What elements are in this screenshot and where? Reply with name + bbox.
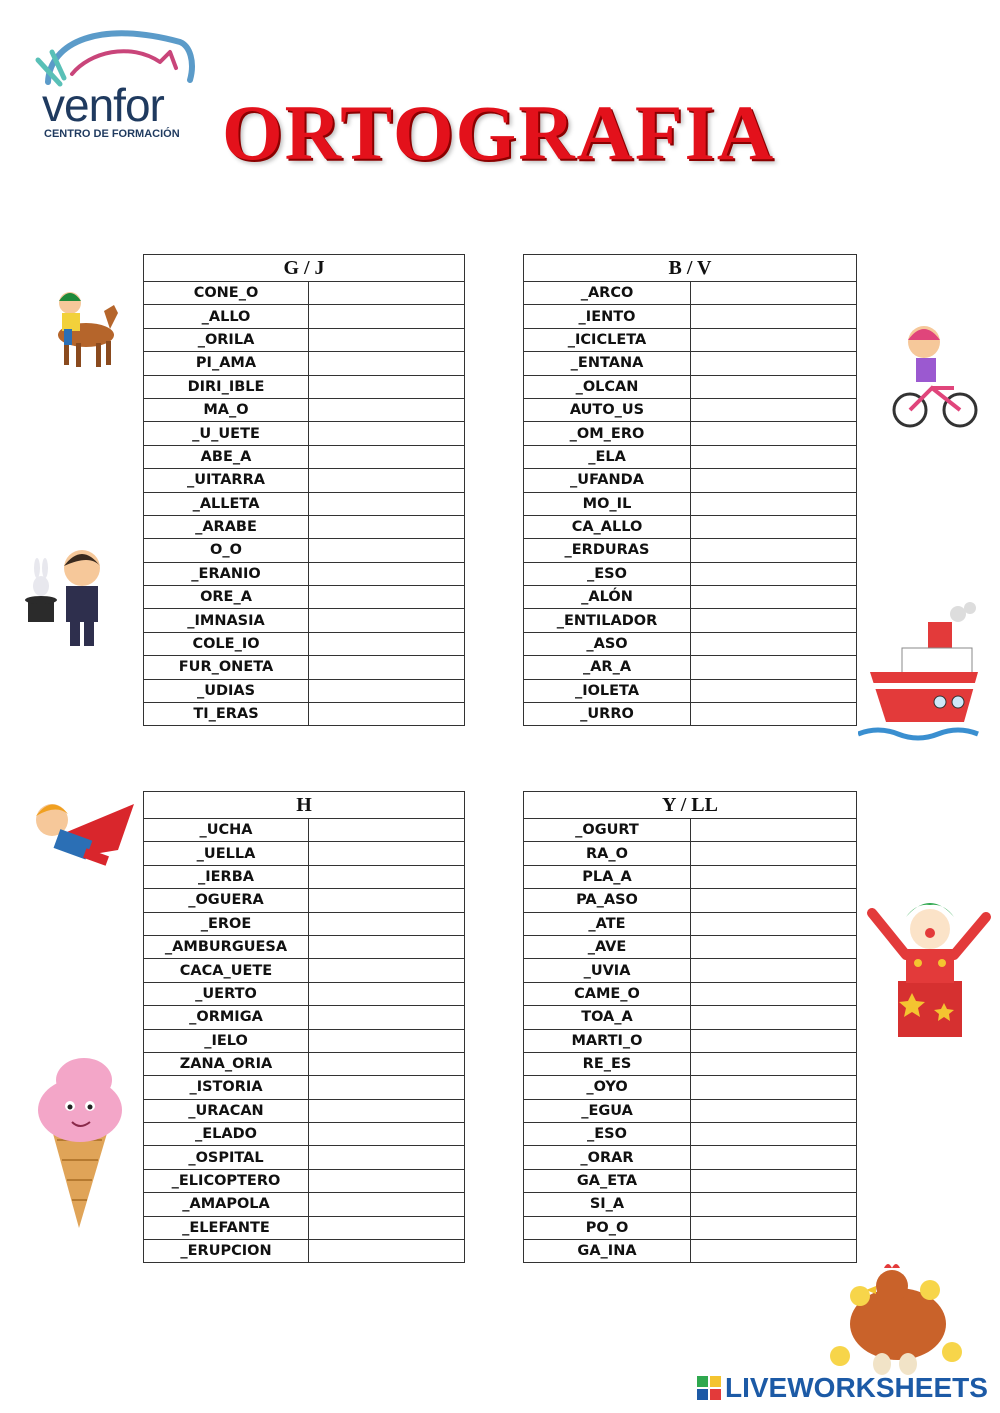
table-row: [144, 422, 465, 445]
word-cell: _ICICLETA: [524, 328, 691, 351]
answer-field[interactable]: [309, 305, 465, 328]
word-cell: _AMBURGUESA: [144, 935, 309, 958]
word-cell: CA_ALLO: [524, 515, 691, 538]
page-title: [222, 88, 782, 198]
table-row: [144, 982, 465, 1005]
table-row: [524, 982, 857, 1005]
word-cell: _IERBA: [144, 865, 309, 888]
answer-field[interactable]: [309, 562, 465, 585]
table-row: [144, 282, 465, 305]
table-row: [144, 912, 465, 935]
table-row: [144, 1029, 465, 1052]
table-row: [524, 842, 857, 865]
answer-field[interactable]: [309, 1193, 465, 1216]
answer-field[interactable]: [309, 609, 465, 632]
answer-field[interactable]: [691, 469, 857, 492]
word-cell: _EROE: [144, 912, 309, 935]
word-cell: _URACAN: [144, 1099, 309, 1122]
answer-field[interactable]: [691, 1216, 857, 1239]
answer-field[interactable]: [691, 1193, 857, 1216]
table-row: [144, 398, 465, 421]
word-cell: ABE_A: [144, 445, 309, 468]
page-title-text: ORTOGRAFIA: [222, 89, 776, 176]
answer-field[interactable]: [309, 492, 465, 515]
word-cell: _ENTILADOR: [524, 609, 691, 632]
answer-field[interactable]: [691, 305, 857, 328]
word-cell: PI_AMA: [144, 352, 309, 375]
word-cell: RA_O: [524, 842, 691, 865]
table-row: [144, 632, 465, 655]
answer-field[interactable]: [691, 609, 857, 632]
table-row: [524, 1146, 857, 1169]
table-row: [524, 562, 857, 585]
answer-field[interactable]: [691, 632, 857, 655]
answer-field[interactable]: [309, 632, 465, 655]
answer-field[interactable]: [691, 352, 857, 375]
word-cell: TI_ERAS: [144, 703, 309, 726]
table-row: [144, 305, 465, 328]
clown-in-box-icon: [864, 893, 992, 1043]
answer-field[interactable]: [309, 982, 465, 1005]
word-cell: _ELA: [524, 445, 691, 468]
answer-field[interactable]: [691, 1146, 857, 1169]
table-row: [524, 422, 857, 445]
word-cell: _ESO: [524, 562, 691, 585]
answer-field[interactable]: [691, 562, 857, 585]
table-h: [143, 791, 465, 1263]
answer-field[interactable]: [309, 1216, 465, 1239]
liveworksheets-brand: [697, 1372, 988, 1408]
table-row: [144, 328, 465, 351]
table-row: [144, 515, 465, 538]
table-row: [524, 1006, 857, 1029]
answer-field[interactable]: [309, 1076, 465, 1099]
answer-field[interactable]: [309, 889, 465, 912]
answer-field[interactable]: [309, 1123, 465, 1146]
word-cell: _IENTO: [524, 305, 691, 328]
table-row: [524, 305, 857, 328]
logo-subtitle: CENTRO DE FORMACIÓN: [44, 128, 180, 140]
boy-on-horse-icon: [30, 283, 122, 373]
hen-and-chicks-icon: [812, 1260, 972, 1375]
answer-field[interactable]: [691, 679, 857, 702]
word-cell: _EGUA: [524, 1099, 691, 1122]
word-cell: _AR_A: [524, 656, 691, 679]
table-row: [524, 912, 857, 935]
table-row: [144, 375, 465, 398]
table-row: [524, 352, 857, 375]
table-row: [144, 562, 465, 585]
answer-field[interactable]: [691, 935, 857, 958]
table-row: [524, 656, 857, 679]
answer-field[interactable]: [691, 539, 857, 562]
table-b-v: [523, 254, 857, 726]
table-y-ll: [523, 791, 857, 1263]
answer-field[interactable]: [691, 819, 857, 842]
answer-field[interactable]: [691, 959, 857, 982]
superhero-icon: [22, 790, 140, 890]
table-row: [144, 1193, 465, 1216]
word-cell: _UERTO: [144, 982, 309, 1005]
venfor-logo: [30, 22, 205, 152]
word-cell: _OGURT: [524, 819, 691, 842]
table-row: [144, 1240, 465, 1263]
table-row: [144, 656, 465, 679]
answer-field[interactable]: [691, 912, 857, 935]
answer-field[interactable]: [309, 1099, 465, 1122]
table-row: [524, 1076, 857, 1099]
answer-field[interactable]: [691, 1029, 857, 1052]
answer-field[interactable]: [309, 959, 465, 982]
answer-field[interactable]: [691, 982, 857, 1005]
answer-field[interactable]: [309, 1006, 465, 1029]
table-row: [524, 469, 857, 492]
word-cell: _ELICOPTERO: [144, 1169, 309, 1192]
answer-field[interactable]: [309, 422, 465, 445]
answer-field[interactable]: [691, 328, 857, 351]
word-cell: _ARABE: [144, 515, 309, 538]
word-cell: ORE_A: [144, 586, 309, 609]
girl-on-bike-icon: [888, 318, 983, 433]
answer-field[interactable]: [309, 819, 465, 842]
word-cell: PA_ASO: [524, 889, 691, 912]
table-row: [144, 1169, 465, 1192]
word-cell: _ALLO: [144, 305, 309, 328]
table-row: [524, 398, 857, 421]
answer-field[interactable]: [309, 679, 465, 702]
table-row: [144, 842, 465, 865]
answer-field[interactable]: [691, 282, 857, 305]
table-row: [524, 1052, 857, 1075]
table-row: [144, 1123, 465, 1146]
word-cell: TOA_A: [524, 1006, 691, 1029]
table-row: [524, 1240, 857, 1263]
table-row: [524, 959, 857, 982]
answer-field[interactable]: [309, 912, 465, 935]
answer-field[interactable]: [309, 398, 465, 421]
word-cell: MA_O: [144, 398, 309, 421]
answer-field[interactable]: [691, 586, 857, 609]
answer-field[interactable]: [691, 1123, 857, 1146]
word-cell: DIRI_IBLE: [144, 375, 309, 398]
table-row: [144, 703, 465, 726]
table-row: [524, 889, 857, 912]
word-cell: _ESO: [524, 1123, 691, 1146]
answer-field[interactable]: [309, 282, 465, 305]
word-cell: _UVIA: [524, 959, 691, 982]
answer-field[interactable]: [309, 865, 465, 888]
word-cell: GA_INA: [524, 1240, 691, 1263]
word-cell: _OYO: [524, 1076, 691, 1099]
table-row: [144, 935, 465, 958]
answer-field[interactable]: [691, 1052, 857, 1075]
word-cell: FUR_ONETA: [144, 656, 309, 679]
magician-boy-icon: [20, 540, 115, 650]
table-row: [524, 703, 857, 726]
word-cell: _ORAR: [524, 1146, 691, 1169]
answer-field[interactable]: [691, 1006, 857, 1029]
table-row: [144, 1099, 465, 1122]
table-row: [524, 375, 857, 398]
word-cell: _ORILA: [144, 328, 309, 351]
table-row: [144, 889, 465, 912]
answer-field[interactable]: [309, 1052, 465, 1075]
table-row: [524, 679, 857, 702]
table-header: G / J: [144, 255, 465, 282]
brand-name: LIVEWORKSHEETS: [725, 1372, 988, 1403]
table-header: Y / LL: [524, 792, 857, 819]
word-cell: SI_A: [524, 1193, 691, 1216]
word-cell: _UITARRA: [144, 469, 309, 492]
word-cell: _U_UETE: [144, 422, 309, 445]
table-row: [524, 539, 857, 562]
table-row: [524, 935, 857, 958]
word-cell: _ATE: [524, 912, 691, 935]
answer-field[interactable]: [691, 656, 857, 679]
cartoon-ship-icon: [858, 602, 988, 747]
word-cell: PO_O: [524, 1216, 691, 1239]
word-cell: AUTO_US: [524, 398, 691, 421]
table-row: [524, 328, 857, 351]
table-row: [524, 586, 857, 609]
answer-field[interactable]: [309, 842, 465, 865]
word-cell: _OSPITAL: [144, 1146, 309, 1169]
table-row: [144, 1146, 465, 1169]
word-cell: CONE_O: [144, 282, 309, 305]
word-cell: RE_ES: [524, 1052, 691, 1075]
table-row: [524, 1123, 857, 1146]
word-cell: _ENTANA: [524, 352, 691, 375]
table-row: [144, 865, 465, 888]
word-cell: _IELO: [144, 1029, 309, 1052]
word-cell: _ALÓN: [524, 586, 691, 609]
word-cell: _AMAPOLA: [144, 1193, 309, 1216]
table-row: [524, 1099, 857, 1122]
answer-field[interactable]: [691, 1169, 857, 1192]
word-cell: _UELLA: [144, 842, 309, 865]
table-row: [524, 282, 857, 305]
answer-field[interactable]: [691, 398, 857, 421]
word-cell: _OGUERA: [144, 889, 309, 912]
answer-field[interactable]: [691, 492, 857, 515]
word-cell: MO_IL: [524, 492, 691, 515]
table-row: [524, 445, 857, 468]
word-cell: _AVE: [524, 935, 691, 958]
word-cell: _ASO: [524, 632, 691, 655]
liveworksheets-logo-icon: [697, 1376, 721, 1400]
answer-field[interactable]: [309, 1169, 465, 1192]
table-row: [144, 819, 465, 842]
table-row: [524, 1216, 857, 1239]
answer-field[interactable]: [309, 515, 465, 538]
word-cell: _ELADO: [144, 1123, 309, 1146]
word-cell: _ELEFANTE: [144, 1216, 309, 1239]
table-row: [524, 865, 857, 888]
word-cell: _ERDURAS: [524, 539, 691, 562]
table-row: [524, 1029, 857, 1052]
answer-field[interactable]: [309, 656, 465, 679]
word-cell: CACA_UETE: [144, 959, 309, 982]
word-cell: CAME_O: [524, 982, 691, 1005]
word-cell: GA_ETA: [524, 1169, 691, 1192]
answer-field[interactable]: [691, 1076, 857, 1099]
answer-field[interactable]: [309, 586, 465, 609]
table-row: [144, 445, 465, 468]
answer-field[interactable]: [309, 375, 465, 398]
table-row: [524, 515, 857, 538]
answer-field[interactable]: [309, 539, 465, 562]
answer-field[interactable]: [309, 1240, 465, 1263]
answer-field[interactable]: [691, 865, 857, 888]
table-row: [144, 586, 465, 609]
logo-wordmark: venfor: [42, 79, 164, 131]
answer-field[interactable]: [309, 469, 465, 492]
table-g-j: [143, 254, 465, 726]
answer-field[interactable]: [309, 1146, 465, 1169]
word-cell: _ALLETA: [144, 492, 309, 515]
word-cell: _UFANDA: [524, 469, 691, 492]
table-row: [144, 1216, 465, 1239]
table-row: [524, 492, 857, 515]
word-cell: O_O: [144, 539, 309, 562]
table-row: [144, 492, 465, 515]
table-row: [524, 632, 857, 655]
table-row: [144, 1052, 465, 1075]
answer-field[interactable]: [691, 889, 857, 912]
table-header: H: [144, 792, 465, 819]
word-cell: PLA_A: [524, 865, 691, 888]
answer-field[interactable]: [691, 422, 857, 445]
answer-field[interactable]: [309, 352, 465, 375]
word-cell: _ERUPCION: [144, 1240, 309, 1263]
ice-cream-icon: [32, 1050, 127, 1230]
word-cell: _ISTORIA: [144, 1076, 309, 1099]
answer-field[interactable]: [309, 1029, 465, 1052]
word-cell: _UDIAS: [144, 679, 309, 702]
answer-field[interactable]: [691, 515, 857, 538]
table-row: [144, 539, 465, 562]
answer-field[interactable]: [691, 375, 857, 398]
answer-field[interactable]: [309, 445, 465, 468]
answer-field[interactable]: [309, 328, 465, 351]
answer-field[interactable]: [309, 703, 465, 726]
word-cell: _IOLETA: [524, 679, 691, 702]
answer-field[interactable]: [691, 445, 857, 468]
table-row: [524, 819, 857, 842]
word-cell: _OM_ERO: [524, 422, 691, 445]
word-cell: _UCHA: [144, 819, 309, 842]
table-row: [144, 959, 465, 982]
table-row: [144, 469, 465, 492]
word-cell: _IMNASIA: [144, 609, 309, 632]
word-cell: _OLCAN: [524, 375, 691, 398]
answer-field[interactable]: [691, 842, 857, 865]
table-row: [524, 1169, 857, 1192]
word-cell: COLE_IO: [144, 632, 309, 655]
table-row: [144, 679, 465, 702]
word-cell: ZANA_ORIA: [144, 1052, 309, 1075]
word-cell: _URRO: [524, 703, 691, 726]
word-cell: _ARCO: [524, 282, 691, 305]
answer-field[interactable]: [309, 935, 465, 958]
answer-field[interactable]: [691, 703, 857, 726]
table-row: [144, 352, 465, 375]
answer-field[interactable]: [691, 1099, 857, 1122]
word-cell: MARTI_O: [524, 1029, 691, 1052]
table-row: [144, 609, 465, 632]
table-row: [144, 1076, 465, 1099]
table-header: B / V: [524, 255, 857, 282]
table-row: [144, 1006, 465, 1029]
table-row: [524, 609, 857, 632]
table-row: [524, 1193, 857, 1216]
word-cell: _ORMIGA: [144, 1006, 309, 1029]
word-cell: _ERANIO: [144, 562, 309, 585]
